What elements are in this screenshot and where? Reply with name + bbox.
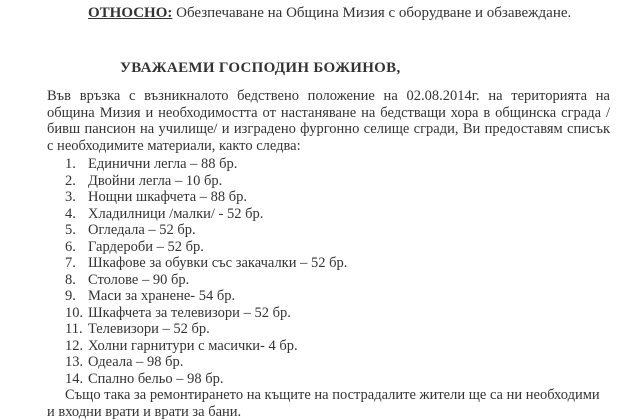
item-number: 11. [65, 321, 83, 337]
item-text: Нощни шкафчета – 88 бр. [88, 189, 248, 205]
item-text: Единични легла – 88 бр. [88, 156, 238, 172]
list-item [65, 272, 347, 289]
item-number: 12. [65, 337, 84, 354]
item-number: 5. [65, 222, 76, 238]
list-item [65, 305, 347, 322]
item-text: Огледала – 52 бр. [88, 222, 196, 238]
list-item [65, 354, 347, 371]
list-item [65, 255, 347, 272]
item-number: 6. [65, 238, 76, 255]
item-number: 4. [65, 205, 76, 222]
closing-paragraph: Също така за ремонтирането на къщите на пострадалите жители ще са ни необходими и входни врати и врати за бани. [47, 387, 600, 420]
item-text: Спално бельо – 98 бр. [88, 370, 224, 387]
item-number: 1. [65, 156, 76, 172]
list-item [65, 239, 347, 256]
list-item [65, 222, 347, 239]
greeting: УВАЖАЕМИ ГОСПОДИН БОЖИНОВ, [120, 60, 401, 76]
list-item [65, 321, 347, 338]
item-text: Двойни легла – 10 бр. [88, 172, 223, 189]
item-number: 2. [65, 172, 76, 189]
list-item [65, 371, 347, 388]
subject-text: Обезпечаване на Община Мизия с оборудване и обзавеждане. [172, 5, 572, 21]
item-text: Одеала – 98 бр. [88, 354, 184, 370]
list-item [65, 206, 347, 223]
subject-line [88, 5, 571, 22]
item-text: Холни гарнитури с масички- 4 бр. [88, 337, 298, 354]
item-number: 7. [65, 255, 76, 271]
item-number: 14. [65, 370, 84, 387]
list-item [65, 338, 347, 355]
item-text: Шкафове за обувки със закачалки – 52 бр. [88, 255, 348, 271]
item-text: Гардероби – 52 бр. [88, 238, 204, 255]
list-item [65, 189, 347, 206]
item-text: Шкафчета за телевизори – 52 бр. [88, 304, 291, 321]
list-item [65, 173, 347, 190]
item-text: Хладилници /малки/ - 52 бр. [88, 205, 264, 222]
item-number: 3. [65, 189, 76, 205]
list-item [65, 156, 347, 173]
item-number: 10. [65, 304, 84, 321]
intro-paragraph: Във връзка с възникналото бедствено положение на 02.08.2014г. на територията на община Мизия и необходимостта от настаняване на бедстващи хора в общинска сграда /бивш пансион на училище/ и изградено фургонно селище сгради, Ви предоставям списък с необходимите материали, както следва: [47, 88, 610, 154]
item-number: 8. [65, 271, 76, 288]
item-text: Столове – 90 бр. [88, 271, 190, 288]
item-number: 13. [65, 354, 84, 370]
item-text: Маси за хранене- 54 бр. [88, 288, 236, 304]
item-number: 9. [65, 288, 76, 304]
subject-label: ОТНОСНО: [88, 5, 173, 21]
item-text: Телевизори – 52 бр. [88, 321, 210, 337]
materials-list [65, 156, 347, 387]
list-item [65, 288, 347, 305]
